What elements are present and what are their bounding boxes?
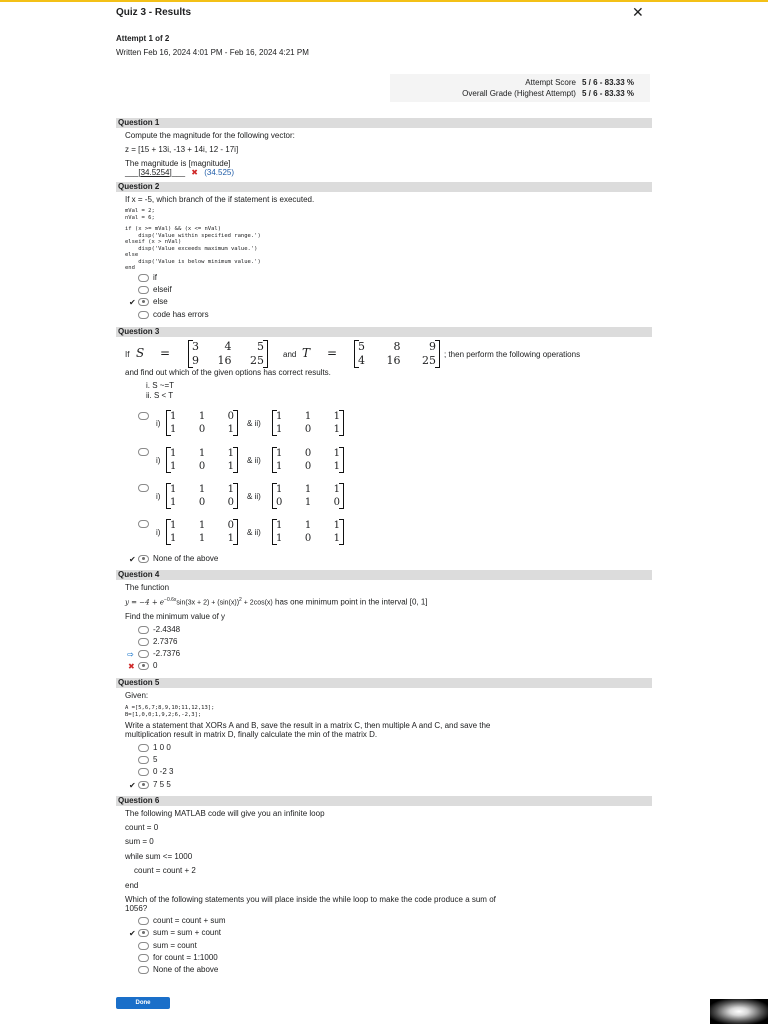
radio-button[interactable] xyxy=(138,311,149,319)
q6-code-3: while sum <= 1000 xyxy=(125,852,193,861)
q3-if-word: If xyxy=(125,350,130,359)
option-label: 2.7376 xyxy=(153,637,178,646)
formula-part: sin(3x + 2) + (sin(x)) xyxy=(176,599,240,607)
q2-option-else[interactable] xyxy=(138,297,168,307)
q6-option-2[interactable] xyxy=(138,928,221,938)
radio-button-selected[interactable] xyxy=(138,555,149,563)
option-matrix-a: 1 1 1 1 0 1 xyxy=(166,447,238,473)
radio-button[interactable] xyxy=(138,966,149,974)
q6-option-1[interactable] xyxy=(138,916,226,926)
correct-check-icon: ✔ xyxy=(129,555,136,564)
q2-option-if[interactable] xyxy=(138,273,157,283)
option-ii-label: & ii) xyxy=(247,492,261,501)
q5-prompt-2: multiplication result in matrix D, finally calculate the min of the matrix D. xyxy=(125,730,378,739)
q4-line1: The function xyxy=(125,583,170,592)
option-matrix-a: 1 1 0 1 1 1 xyxy=(166,519,238,545)
radio-button[interactable] xyxy=(138,274,149,282)
option-label: if xyxy=(153,273,157,282)
q5-option-3[interactable] xyxy=(138,767,173,777)
matrix-s: 3 4 5 9 16 25 xyxy=(188,340,268,368)
radio-button[interactable] xyxy=(138,650,149,658)
q1-prompt: Compute the magnitude for the following vector: xyxy=(125,131,295,140)
q1-vector: z = [15 + 13i, -13 + 14i, 12 - 17i] xyxy=(125,145,239,154)
q4-option-4[interactable] xyxy=(138,661,157,671)
q3-tail: ; then perform the following operations xyxy=(444,350,581,359)
q4-formula xyxy=(125,597,428,606)
attempt-score-label: Attempt Score xyxy=(525,78,576,87)
equals-sign: = xyxy=(327,346,338,360)
correct-check-icon: ✔ xyxy=(129,929,136,938)
q6-option-4[interactable] xyxy=(138,953,218,963)
option-ii-label: & ii) xyxy=(247,456,261,465)
top-accent-line xyxy=(0,0,768,2)
written-timestamp: Written Feb 16, 2024 4:01 PM - Feb 16, 2024 4:21 PM xyxy=(116,48,309,57)
option-matrix-b: 1 1 1 0 1 0 xyxy=(272,483,344,509)
option-label: 1 0 0 xyxy=(153,743,171,752)
option-label: -2.7376 xyxy=(153,649,181,658)
option-i-label: i) xyxy=(156,528,161,537)
formula-exponent: 2 xyxy=(239,597,242,603)
dialog-title: Quiz 3 - Results xyxy=(116,7,192,18)
q5-option-4[interactable] xyxy=(138,780,171,790)
q4-option-3[interactable] xyxy=(138,649,180,659)
radio-button-selected[interactable] xyxy=(138,781,149,789)
q5-given: Given: xyxy=(125,691,149,700)
q3-line2: and find out which of the given options has correct results. xyxy=(125,368,331,377)
corner-thumbnail xyxy=(710,999,768,1024)
q4-option-1[interactable] xyxy=(138,625,180,635)
question-2-header: Question 2 xyxy=(116,182,652,192)
overall-grade-label: Overall Grade (Highest Attempt) xyxy=(462,89,576,98)
q6-code-2: sum = 0 xyxy=(125,837,154,846)
q4-prompt: Find the minimum value of y xyxy=(125,612,226,621)
radio-button[interactable] xyxy=(138,942,149,950)
attempt-score-value: 5 / 6 - 83.33 % xyxy=(581,78,634,87)
correct-check-icon: ✔ xyxy=(129,298,136,307)
q6-prompt-2: 1056? xyxy=(125,904,148,913)
close-icon[interactable]: ✕ xyxy=(632,4,644,20)
q5-option-1[interactable] xyxy=(138,743,171,753)
radio-button[interactable] xyxy=(138,744,149,752)
radio-button-selected[interactable] xyxy=(138,929,149,937)
attempt-score-row xyxy=(525,78,634,87)
option-matrix-b: 1 0 1 1 0 1 xyxy=(272,447,344,473)
equals-sign: = xyxy=(160,346,171,360)
incorrect-icon: ✖ xyxy=(191,168,198,177)
q3-op-1: i. S ~=T xyxy=(146,381,175,390)
question-6-header: Question 6 xyxy=(116,796,652,806)
q6-prompt-1: Which of the following statements you will place inside the while loop to make the code produce a sum of xyxy=(125,895,496,904)
option-label: 5 xyxy=(153,755,158,764)
q1-correct-answer: (34.525) xyxy=(204,168,235,177)
option-i-label: i) xyxy=(156,419,161,428)
q3-and-word: and xyxy=(283,350,297,359)
option-label: for count = 1:1000 xyxy=(153,953,218,962)
q5-prompt-1: Write a statement that XORs A and B, save the result in a matrix C, then multiple A and C, and save the xyxy=(125,721,491,730)
q4-option-2[interactable] xyxy=(138,637,177,647)
q2-option-elseif[interactable] xyxy=(138,285,172,295)
attempt-label: Attempt 1 of 2 xyxy=(116,34,170,43)
option-i-label: i) xyxy=(156,492,161,501)
option-matrix-a: 1 1 1 1 0 0 xyxy=(166,483,238,509)
formula-part: + 2cos(x) xyxy=(241,599,273,607)
q3-option-none[interactable] xyxy=(138,554,218,564)
option-label: sum = sum + count xyxy=(153,928,222,937)
q2-option-code-errors[interactable] xyxy=(138,310,209,320)
radio-button[interactable] xyxy=(138,917,149,925)
question-5-header: Question 5 xyxy=(116,678,652,688)
q6-code-1: count = 0 xyxy=(125,823,159,832)
overall-grade-value: 5 / 6 - 83.33 % xyxy=(581,89,634,98)
q5-option-2[interactable] xyxy=(138,755,157,765)
q6-code-5: end xyxy=(125,881,139,890)
option-label: sum = count xyxy=(153,941,197,950)
overall-grade-row xyxy=(462,89,634,98)
radio-button[interactable] xyxy=(138,286,149,294)
radio-button[interactable] xyxy=(138,626,149,634)
option-label: 7 5 5 xyxy=(153,780,171,789)
radio-button[interactable] xyxy=(138,448,149,456)
q1-given-answer: 34.5254 xyxy=(140,168,170,177)
matrix-t: 5 8 9 4 16 25 xyxy=(354,340,440,368)
q2-prompt: If x = -5, which branch of the if statement is executed. xyxy=(125,195,315,204)
option-matrix-b: 1 1 1 1 0 1 xyxy=(272,410,344,436)
done-button[interactable]: Done xyxy=(116,997,170,1009)
q2-code-if: if (x >= mVal) && (x <= nVal) disp('Value within specified range.') elseif (x > nVal) disp('Value exceeds maximum value.') else disp('Value is below minimum value.') end xyxy=(125,226,261,271)
option-label: None of the above xyxy=(153,554,219,563)
question-1-header: Question 1 xyxy=(116,118,652,128)
radio-button[interactable] xyxy=(138,638,149,646)
q6-option-3[interactable] xyxy=(138,941,197,951)
option-label: -2.4348 xyxy=(153,625,181,634)
incorrect-icon: ✖ xyxy=(128,662,135,671)
radio-button[interactable] xyxy=(138,520,149,528)
radio-button[interactable] xyxy=(138,954,149,962)
formula-part: y = −4 + e xyxy=(125,598,165,607)
radio-button-selected[interactable] xyxy=(138,298,149,306)
radio-button[interactable] xyxy=(138,412,149,420)
correct-answer-arrow-icon: ⇨ xyxy=(127,650,134,659)
option-i-label: i) xyxy=(156,456,161,465)
q6-option-5[interactable] xyxy=(138,965,218,975)
option-matrix-a: 1 1 0 1 0 1 xyxy=(166,410,238,436)
question-4-header: Question 4 xyxy=(116,570,652,580)
question-3-header: Question 3 xyxy=(116,327,652,337)
q3-var-t: T xyxy=(302,346,311,360)
radio-button[interactable] xyxy=(138,768,149,776)
radio-button[interactable] xyxy=(138,756,149,764)
correct-check-icon: ✔ xyxy=(129,781,136,790)
option-label: None of the above xyxy=(153,965,219,974)
q6-line1: The following MATLAB code will give you an infinite loop xyxy=(125,809,325,818)
option-label: code has errors xyxy=(153,310,209,319)
option-ii-label: & ii) xyxy=(247,419,261,428)
radio-button-selected[interactable] xyxy=(138,662,149,670)
score-summary xyxy=(390,74,650,102)
q2-code-vars: mVal = 2; nVal = 6; xyxy=(125,208,155,221)
q3-var-s: S xyxy=(136,346,145,360)
q3-op-2: ii. S < T xyxy=(146,391,174,400)
formula-tail: has one minimum point in the interval [0, 1] xyxy=(272,597,428,607)
option-matrix-b: 1 1 1 1 0 1 xyxy=(272,519,344,545)
radio-button[interactable] xyxy=(138,484,149,492)
option-label: count = count + sum xyxy=(153,916,226,925)
option-ii-label: & ii) xyxy=(247,528,261,537)
q1-answer-line: ___[34.5254]___ ✖ (34.525) xyxy=(125,168,235,177)
q5-code: A =[5,6,7;8,9,10;11,12,13]; B=[1,0,0;1,9,2;6,-2,3]; xyxy=(125,705,215,718)
option-label: 0 xyxy=(153,661,158,670)
option-label: else xyxy=(153,297,168,306)
formula-exponent: −0.6x xyxy=(164,597,177,603)
option-label: elseif xyxy=(153,285,172,294)
q1-statement: The magnitude is [magnitude] xyxy=(125,159,231,168)
option-label: 0 -2 3 xyxy=(153,767,174,776)
q6-code-4: count = count + 2 xyxy=(134,866,196,875)
